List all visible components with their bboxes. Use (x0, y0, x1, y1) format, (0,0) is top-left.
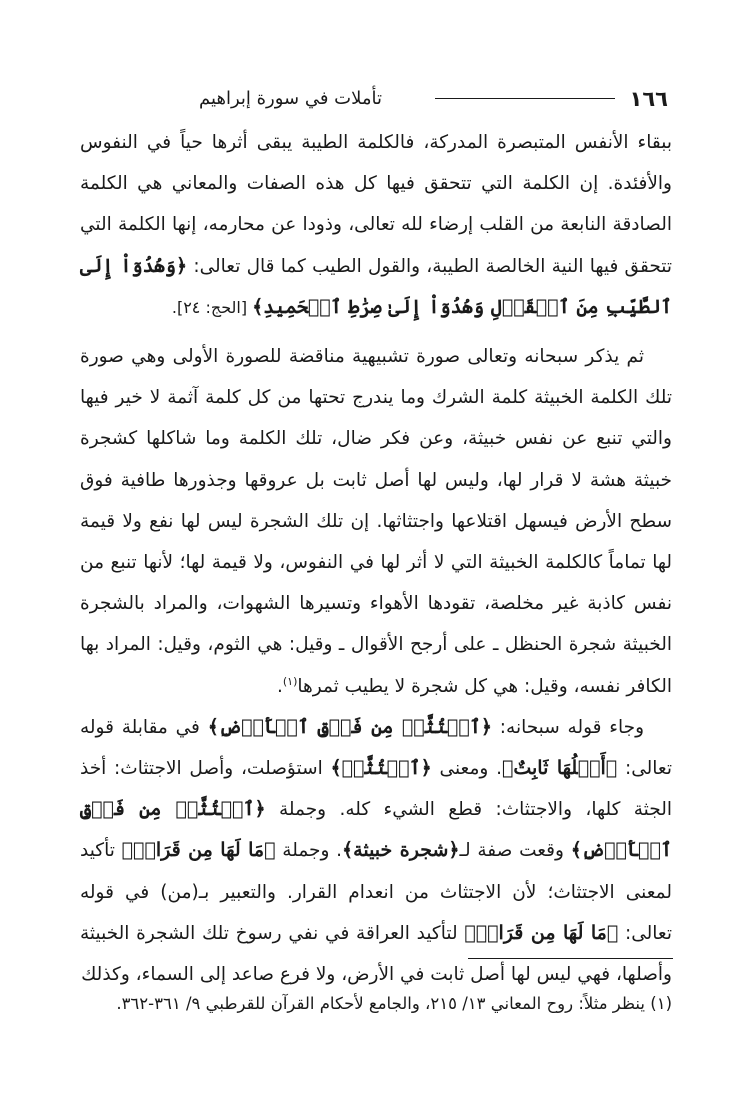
quran-quote: ﴿ٱجۡتُثَّتۡ﴾ (330, 757, 432, 780)
paragraph-3-text: وجاء قوله سبحانه: (492, 716, 645, 738)
running-title: تأملات في سورة إبراهيم (199, 88, 382, 109)
quran-quote: ﴿مَا لَهَا مِن قَرَارٖ﴾ (464, 921, 619, 944)
paragraph-3-text: لتأكيد العراقة في نفي رسوخ تلك الشجرة الخبيثة وأصلها، فهي ليس لها أصل ثابت في الأرض، ولا فرع صاعد إلى السماء، وكذلك (80, 922, 672, 986)
page-number: ١٦٦ (629, 87, 668, 111)
paragraph-1 (80, 122, 672, 328)
quran-quote: ﴿أَصۡلُهَا ثَابِتٌ﴾ (501, 757, 618, 780)
quran-quote: ﴿مَا لَهَا مِن قَرَارٖ﴾ (121, 839, 276, 862)
quran-quote: ﴿وَهُدُوٓاْ إِلَى ٱلطَّيِّبِ مِنَ ٱلۡقَوۡلِ وَهُدُوٓاْ إِلَىٰ صِرَٰطِ ٱلۡحَمِيدِ﴾ (80, 254, 672, 318)
footnote-rule (468, 958, 673, 959)
quran-quote: ﴿ٱجۡتُثَّتۡ مِن فَوۡقِ ٱلۡأَرۡضِ﴾ (80, 798, 672, 862)
page-header (84, 84, 668, 114)
footnote: (١) ينظر مثلاً: روح المعاني ١٣/ ٢١٥، والجامع لأحكام القرآن للقرطبي ٩/ ٣٦١-٣٦٢. (116, 993, 672, 1013)
paragraph-2-text: ثم يذكر سبحانه وتعالى صورة تشبيهية مناقضة للصورة الأولى وهي صورة تلك الكلمة الخبيثة كلمة الشرك وما يندرج تحتها من كل كلمة آثمة لا خير فيها والتي تنبع عن نفس خبيثة، وعن فكر ضال، تلك الكلمة وما شاكلها كشجرة خبيثة هشة لا قرار لها، وليس لها أصل ثابت بل عروقها وجذورها طافية فوق سطح الأرض فيسهل اقتلاعها واجتثاثها. إن تلك الشجرة ليس لها نفع ولا قيمة لها تماماً كالكلمة الخبيثة التي لا أثر لها في النفوس، ولا قيمة لها؛ لأنها تنبع من نفس كاذبة غير مخلصة، تقودها الأهواء وتسيرها الشهوات، والمراد بالشجرة الخبيثة شجرة الحنظل ـ على أرجح الأقوال ـ وقيل: هي الثوم، وقيل: المراد بها الكافر نفسه، وقيل: هي كل شجرة لا يطيب ثمرها (80, 346, 672, 697)
paragraph-3-text: . ومعنى (431, 758, 502, 780)
header-rule (435, 98, 615, 99)
footnote-marker[interactable]: (١) (282, 674, 298, 688)
paragraph-3-text: في مقابلة قوله تعالى: (80, 716, 672, 780)
paragraph-3-text: تأكيد لمعنى الاجتثاث؛ لأن الاجتثاث من انعدام القرار. والتعبير بـ(من) في قوله تعالى: (80, 840, 672, 944)
paragraph-3-text: استؤصلت، وأصل الاجتثاث: أخذ الجثة كلها، والاجتثاث: قطع الشيء كله. وجملة (80, 758, 672, 821)
paragraph-3 (80, 707, 672, 995)
paragraph-1-text: ببقاء الأنفس المتبصرة المدركة، فالكلمة الطيبة يبقى أثرها حياً في النفوس والأفئدة. إن الكلمة التي تتحقق فيها كل هذه الصفات والمعاني هي الكلمة الصادقة النابعة من القلب إرضاء لله تعالى، وذودا عن محارمه، إنها الكلمة التي تتحقق فيها النية الخالصة الطيبة، والقول الطيب كما قال تعالى: (80, 132, 673, 277)
paragraph-3-text: . وجملة (275, 840, 343, 862)
paragraph-2 (80, 336, 672, 707)
quran-quote: ﴿شجرة خبيثة﴾ (342, 839, 460, 862)
quran-quote: ﴿ٱجۡتُثَّتۡ مِن فَوۡقِ ٱلۡأَرۡضِ﴾ (207, 715, 493, 738)
paragraph-3-text: وقعت صفة لـ (459, 840, 571, 862)
verse-reference: [الحج: ٢٤]. (171, 297, 253, 317)
body-text (80, 122, 672, 995)
paragraph-2-end: . (276, 675, 283, 697)
